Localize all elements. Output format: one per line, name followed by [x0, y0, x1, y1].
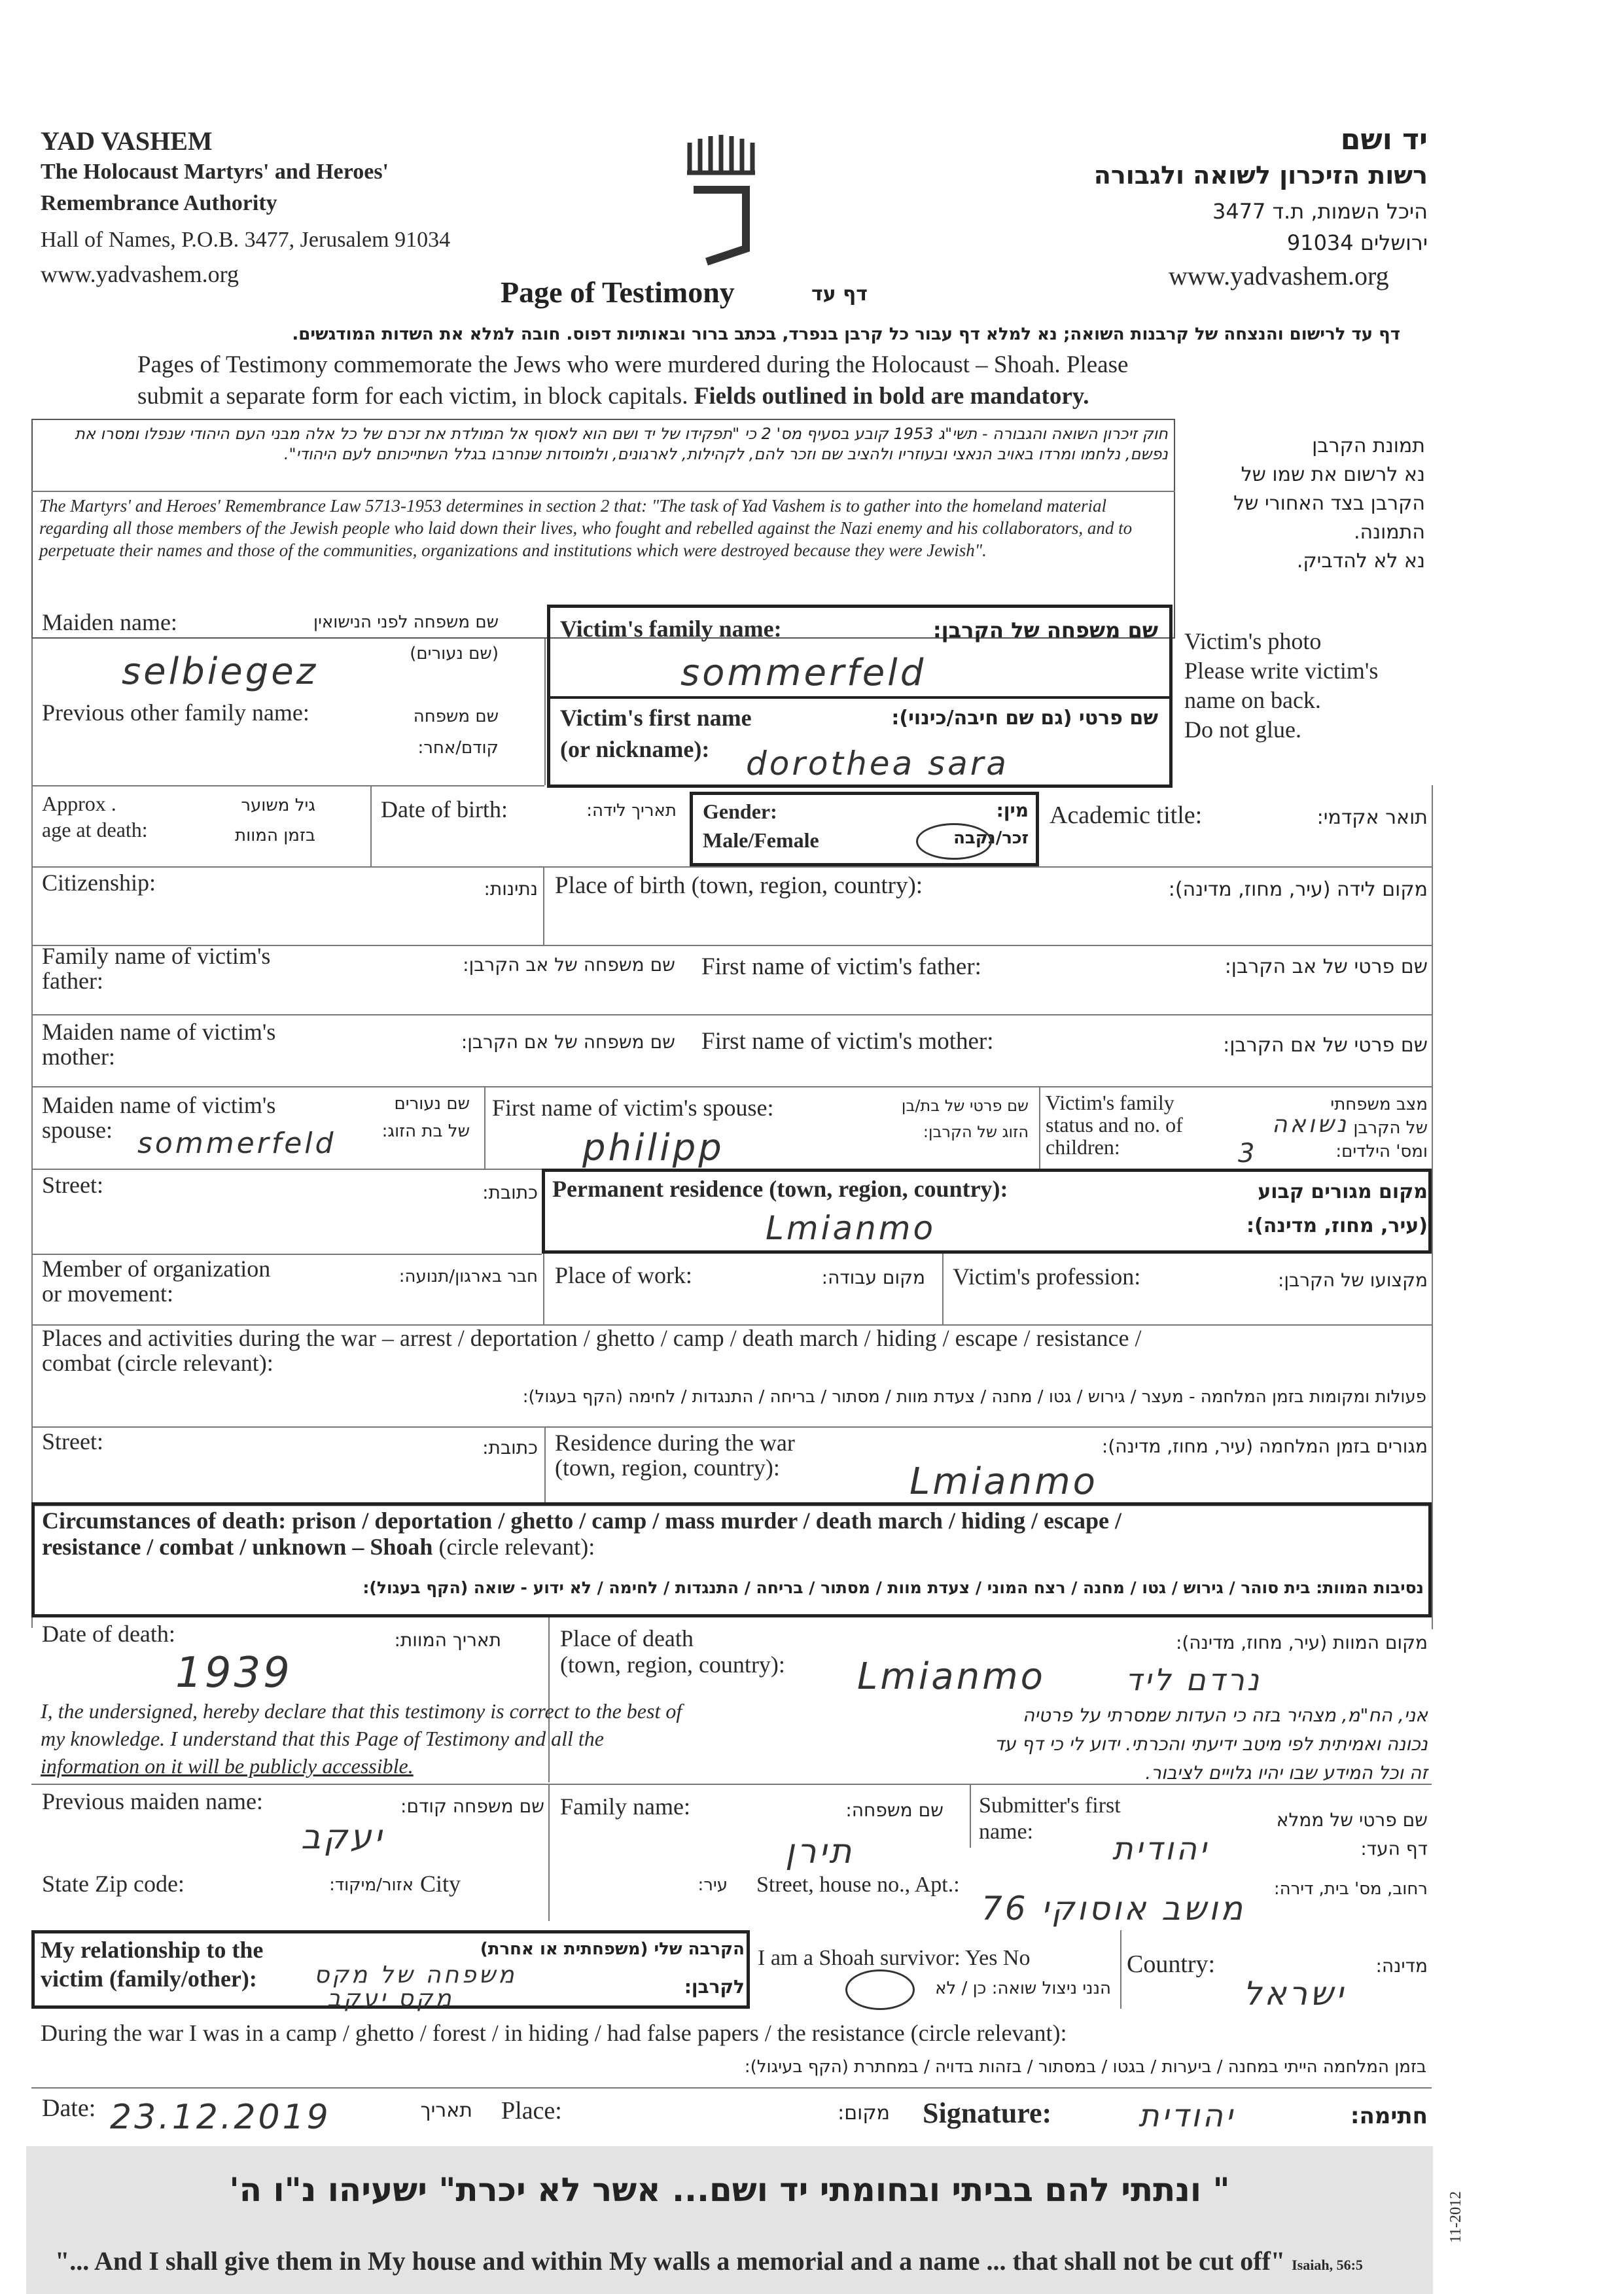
citizenship-label: Citizenship:	[42, 870, 156, 896]
pod-label-he: מקום המוות (עיר, מחוז, מדינה):	[1175, 1632, 1428, 1653]
mother-maiden-label-1: Maiden name of victim's	[42, 1019, 276, 1045]
survivor-circle-no[interactable]	[845, 1969, 915, 2010]
city-label: City	[420, 1871, 461, 1897]
prev-maiden-label: Previous maiden name:	[42, 1788, 263, 1814]
family-status-label-1: Victim's family	[1046, 1091, 1174, 1114]
father-family-label-1: Family name of victim's	[42, 943, 271, 969]
signature-value[interactable]: יהודית	[1139, 2098, 1235, 2134]
submitter-first-label-he-2: דף העד:	[1360, 1838, 1428, 1860]
street-label-he: כתובת:	[482, 1182, 538, 1203]
footer-quote-en-text: "... And I shall give them in My house and within My walls a memorial and a name ... that shall not be cut off"	[55, 2246, 1286, 2276]
during-war-label-he: בזמן המלחמה הייתי במחנה / ביערות / בגטו / במסתור / בזהות בדויה / במחתרת (הקף בעיגול):	[744, 2057, 1426, 2077]
pod-label	[560, 1625, 785, 1678]
prev-maiden-label-he: שם משפחה קודם:	[400, 1795, 544, 1817]
declaration-en-1: I, the undersigned, hereby declare that this testimony is correct to the best of	[41, 1699, 682, 1723]
circumstances-label	[42, 1508, 1121, 1560]
submitter-first-value[interactable]: יהודית	[1112, 1831, 1209, 1867]
declaration-he-1: אני, הח"מ, מצהיר בזה כי העדות שמסרתי על פרטיה	[1023, 1704, 1428, 1726]
website-en: www.yadvashem.org	[41, 261, 239, 287]
spouse-maiden-label-1: Maiden name of victim's	[42, 1092, 276, 1118]
father-family-label-he: שם משפחה של אב הקרבן:	[463, 954, 675, 976]
submitter-first-label	[979, 1793, 1121, 1845]
member-label-2: or movement:	[42, 1280, 173, 1307]
zip-label-he: אזור/מיקוד:	[329, 1875, 414, 1895]
spouse-maiden-label-2: spouse:	[42, 1117, 113, 1143]
family-status-label-he-2: של הקרבן	[1353, 1118, 1428, 1138]
prev-maiden-value[interactable]: יעקב	[301, 1818, 385, 1857]
spouse-maiden-value[interactable]: sommerfeld	[137, 1127, 336, 1160]
circumstances-label-2	[42, 1534, 1121, 1560]
footer-source: Isaiah, 56:5	[1292, 2257, 1363, 2273]
war-places-label	[42, 1326, 1141, 1375]
member-label	[42, 1256, 270, 1306]
during-war-label: During the war I was in a camp / ghetto / forest / in hiding / had false papers / the resistance (circle relevant):	[41, 2020, 1067, 2046]
family-status-label-he-3: ומס' הילדים:	[1335, 1142, 1428, 1161]
first-name-value[interactable]: dorothea sara	[746, 745, 1009, 783]
photo-instructions-he	[1178, 432, 1425, 576]
dod-value[interactable]: 1939	[175, 1649, 292, 1697]
family-name-label: Victim's family name:	[560, 616, 782, 642]
father-family-label-2: father:	[42, 968, 103, 994]
work-label-he: מקום עבודה:	[821, 1267, 925, 1288]
citizenship-label-he: נתינות:	[484, 878, 538, 900]
footer-quote-en	[55, 2246, 1363, 2276]
first-name-label-1: Victim's first name	[560, 705, 752, 731]
relationship-label-2: victim (family/other):	[41, 1966, 257, 1992]
pob-label-he: מקום לידה (עיר, מחוז, מדינה):	[1168, 878, 1428, 901]
place-label-he: מקום:	[838, 2102, 890, 2125]
gender-label-he-2: זכר/נקבה	[953, 828, 1029, 848]
title-en: Page of Testimony	[501, 275, 735, 309]
signature-label-he: חתימה:	[1350, 2103, 1428, 2129]
war-places-label-he: פעולות ומקומות בזמן המלחמה - מעצר / גירוש / גטו / מחנה / צעדת מוות / מסתור / בריחה / התנגדות / לחימה (הקף בעגול):	[522, 1387, 1426, 1407]
pod-label-2: (town, region, country):	[560, 1651, 785, 1678]
submitter-family-value[interactable]: תירן	[785, 1832, 855, 1871]
address-he-1: היכל השמות, ת.ד 3477	[1212, 199, 1428, 224]
war-places-label-1: Places and activities during the war – arrest / deportation / ghetto / camp / death march / hiding / escape / resistance /	[42, 1325, 1142, 1351]
pod-label-1: Place of death	[560, 1625, 694, 1651]
street-label: Street:	[42, 1172, 103, 1198]
photo-en-2: Please write victim's	[1184, 658, 1379, 684]
maiden-name-value[interactable]: selbiegez	[122, 650, 319, 693]
dod-label-he: תאריך המוות:	[394, 1629, 501, 1651]
family-name-value[interactable]: sommerfeld	[680, 652, 927, 694]
authority-en-2: Remembrance Authority	[41, 191, 277, 215]
country-label: Country:	[1127, 1950, 1216, 1978]
work-label: Place of work:	[555, 1262, 692, 1288]
family-status-value[interactable]: נשואה	[1272, 1111, 1349, 1138]
mother-first-label-he: שם פרטי של אם הקרבן:	[1223, 1034, 1428, 1057]
submitter-first-label-2: name:	[979, 1820, 1034, 1844]
relationship-label-1: My relationship to the	[41, 1937, 264, 1963]
intro-en-2-bold: Fields outlined in bold are mandatory.	[694, 383, 1089, 410]
first-name-label-2: (or nickname):	[560, 736, 710, 762]
submitter-first-label-he	[1277, 1806, 1428, 1863]
prev-family-label: Previous other family name:	[42, 699, 309, 726]
war-residence-label-1: Residence during the war	[555, 1430, 795, 1456]
org-name-en: YAD VASHEM	[41, 126, 213, 156]
date-label: Date:	[42, 2094, 96, 2122]
photo-en-3: name on back.	[1184, 687, 1321, 713]
age-label-1: Approx .	[42, 792, 116, 815]
survivor-label: I am a Shoah survivor: Yes No	[758, 1946, 1031, 1970]
country-value[interactable]: ישראל	[1243, 1975, 1346, 2013]
family-status-label	[1046, 1091, 1183, 1158]
maiden-name-label-he-2: (שם נעורים)	[410, 644, 499, 663]
academic-label-he: תואר אקדמי:	[1316, 806, 1428, 829]
member-label-1: Member of organization	[42, 1256, 271, 1282]
children-value[interactable]: 3	[1238, 1138, 1258, 1169]
photo-he-5: נא לא להדביק.	[1296, 550, 1425, 573]
date-label-he: תאריך	[420, 2099, 472, 2122]
residence-label-he-2: (עיר, מחוז, מדינה):	[1246, 1214, 1428, 1237]
declaration-en-3: information on it will be publicly accessible.	[41, 1754, 414, 1778]
gender-label-2: Male/Female	[703, 828, 819, 852]
photo-en-4: Do not glue.	[1184, 716, 1301, 743]
declaration-he-3: זה וכל המידע שבו יהיו גלויים לציבור.	[1145, 1762, 1428, 1784]
yad-vashem-logo	[680, 131, 766, 268]
circumstances-label-2-normal: (circle relevant):	[438, 1534, 595, 1560]
profession-label-he: מקצועו של הקרבן:	[1277, 1269, 1428, 1291]
spouse-first-label: First name of victim's spouse:	[492, 1095, 774, 1121]
age-label-he-1: גיל משוער	[241, 796, 315, 815]
pod-value[interactable]: Lmianmo	[857, 1655, 1046, 1698]
war-residence-label-2: (town, region, country):	[555, 1455, 780, 1481]
age-label-he-2: בזמן המוות	[235, 826, 315, 845]
photo-en-1: Victim's photo	[1184, 628, 1322, 654]
spouse-maiden-label-he-1: שם נעורים	[394, 1094, 470, 1114]
circumstances-label-1: Circumstances of death: prison / deportation / ghetto / camp / mass murder / death march / hiding / escape /	[42, 1508, 1121, 1534]
academic-label: Academic title:	[1050, 802, 1203, 829]
dob-label: Date of birth:	[381, 796, 508, 822]
declaration-he	[995, 1701, 1428, 1788]
spouse-first-label-he-1: שם פרטי של בת/בן	[901, 1097, 1029, 1115]
form-code: 11-2012	[1447, 2191, 1464, 2243]
family-status-label-he-1: מצב משפחתי	[1330, 1095, 1428, 1114]
photo-he-2: נא לרשום את שמו של	[1241, 463, 1425, 486]
age-label-2: age at death:	[42, 818, 148, 841]
mother-maiden-label-he: שם משפחה של אם הקרבן:	[461, 1031, 675, 1053]
family-name-label-he: שם משפחה של הקרבן:	[932, 618, 1158, 643]
relationship-value-2[interactable]: מקס יעקב	[327, 1985, 454, 2012]
prev-family-label-he-2: קודם/אחר:	[417, 738, 499, 758]
address-he-2: ירושלים 91034	[1286, 230, 1428, 255]
photo-he-1: תמונת הקרבן	[1312, 434, 1425, 457]
place-label: Place:	[501, 2097, 562, 2125]
photo-he-4: התמונה.	[1353, 521, 1425, 544]
submitter-street-label: Street, house no., Apt.:	[756, 1873, 960, 1897]
residence-label-he-1: מקום מגורים קבוע	[1258, 1180, 1428, 1203]
mother-first-label: First name of victim's mother:	[701, 1028, 994, 1055]
mother-maiden-label	[42, 1019, 275, 1069]
spouse-first-value[interactable]: philipp	[582, 1127, 724, 1169]
residence-label: Permanent residence (town, region, country):	[552, 1176, 1008, 1202]
declaration-he-2: נכונה ואמיתית לפי מיטב ידיעתי והכרתי. ידוע לי כי דף עד	[994, 1733, 1428, 1755]
spouse-first-label-he-2: הזוג של הקרבן:	[923, 1123, 1029, 1141]
maiden-name-label: Maiden name:	[42, 609, 177, 635]
submitter-street-value[interactable]: מושב אוסוקי 76	[981, 1890, 1246, 1928]
photo-instructions-en	[1184, 627, 1378, 745]
spouse-maiden-label-he-2: של בת הזוג:	[381, 1121, 470, 1141]
relationship-label-he-2: לקרבן:	[684, 1976, 745, 1998]
dob-label-he: תאריך לידה:	[586, 801, 677, 821]
intro-he: דף עד לרישום והנצחה של קרבנות השואה; נא למלא דף עבור כל קרבן בנפרד, בכתב ברור ובאותיות דפוס. חובה למלא את השדות המודגשים.	[292, 325, 1400, 344]
family-status-label-3: children:	[1046, 1135, 1120, 1159]
signature-label: Signature:	[923, 2097, 1052, 2129]
war-street-label: Street:	[42, 1428, 103, 1455]
mother-maiden-label-2: mother:	[42, 1044, 115, 1070]
war-places-label-2: combat (circle relevant):	[42, 1350, 274, 1376]
intro-en-2-text: submit a separate form for each victim, in block capitals.	[137, 383, 688, 410]
law-en: The Martyrs' and Heroes' Remembrance Law 5713-1953 determines in section 2 that: "The task of Yad Vashem is to gather into the homeland material regarding all those members of the Jewish people who laid down their lives, who fought and rebelled against the Nazi enemy and his collaborators, and to perpetuate their names and those of the communities, organizations and institutions which were destroyed because they were Jewish".	[39, 496, 1133, 560]
survivor-label-he: הנני ניצול שואה: כן / לא	[935, 1979, 1111, 1998]
authority-en-1: The Holocaust Martyrs' and Heroes'	[41, 160, 389, 184]
margin-note: נרדם ליד	[1125, 1662, 1262, 1697]
submitter-first-label-he-1: שם פרטי של ממלא	[1276, 1809, 1428, 1831]
war-street-label-he: כתובת:	[482, 1437, 538, 1458]
relationship-value-1[interactable]: משפחה של מקס	[314, 1962, 517, 1988]
address-en: Hall of Names, P.O.B. 3477, Jerusalem 91034	[41, 228, 451, 252]
gender-circle-female[interactable]	[916, 823, 992, 860]
relationship-label	[41, 1935, 263, 1993]
date-value[interactable]: 23.12.2019	[110, 2098, 331, 2137]
pob-label: Place of birth (town, region, country):	[555, 872, 923, 899]
intro-en-1: Pages of Testimony commemorate the Jews who were murdered during the Holocaust – Shoah. Please	[137, 351, 1129, 378]
circumstances-label-2-bold: resistance / combat / unknown – Shoah	[42, 1534, 433, 1560]
gender-label-1: Gender:	[703, 800, 777, 823]
residence-value[interactable]: Lmianmo	[766, 1209, 936, 1247]
intro-en-2	[137, 382, 1089, 410]
org-name-he: יד ושם	[1340, 123, 1428, 156]
first-name-label-he: שם פרטי (גם שם חיבה/כינוי):	[891, 707, 1158, 730]
circumstances-label-he: נסיבות המוות: בית סוהר / גירוש / גטו / מחנה / רצח המוני / צעדת מוות / מסתור / בריחה / התנגדות / לחימה / לא ידוע - שואה (הקף בעגול):	[362, 1578, 1424, 1597]
country-label-he: מדינה:	[1375, 1955, 1428, 1977]
photo-he-3: הקרבן בצד האחורי של	[1233, 492, 1425, 515]
profession-label: Victim's profession:	[953, 1263, 1141, 1290]
submitter-family-label-he: שם משפחה:	[845, 1799, 944, 1821]
submitter-family-label: Family name:	[560, 1793, 690, 1820]
war-residence-label	[555, 1430, 795, 1480]
father-family-label	[42, 944, 270, 993]
prev-family-label-he-1: שם משפחה	[413, 707, 499, 726]
war-residence-label-he: מגורים בזמן המלחמה (עיר, מחוז, מדינה):	[1101, 1436, 1428, 1457]
declaration-en-2: my knowledge. I understand that this Page of Testimony and all the	[41, 1727, 604, 1750]
member-label-he: חבר בארגון/תנועה:	[398, 1267, 538, 1286]
gender-label-he-1: מין:	[996, 800, 1029, 821]
maiden-name-label-he-1: שם משפחה לפני הנישואין	[313, 612, 499, 632]
city-label-he: עיר:	[697, 1875, 728, 1895]
family-status-label-2: status and no. of	[1046, 1113, 1183, 1137]
footer-quote-he: " ונתתי להם בביתי ובחומתי יד ושם... אשר לא יכרת" ישעיהו נ"ו ה'	[229, 2171, 1230, 2209]
website-he: www.yadvashem.org	[1169, 261, 1389, 291]
declaration-en	[41, 1697, 682, 1780]
dod-label: Date of death:	[42, 1621, 175, 1647]
father-first-label-he: שם פרטי של אב הקרבן:	[1224, 955, 1428, 978]
title-he: דף עד	[811, 283, 868, 306]
authority-he: רשות הזיכרון לשואה ולגבורה	[1093, 161, 1428, 190]
submitter-street-label-he: רחוב, מס' בית, דירה:	[1273, 1879, 1428, 1899]
submitter-first-label-1: Submitter's first	[979, 1793, 1121, 1818]
war-residence-value[interactable]: Lmianmo	[909, 1460, 1098, 1503]
relationship-label-he-1: הקרבה שלי (משפחתית או אחרת)	[480, 1939, 745, 1959]
father-first-label: First name of victim's father:	[701, 953, 981, 980]
zip-label: State Zip code:	[42, 1871, 185, 1897]
law-he: חוק זיכרון השואה והגבורה - תשי"ג 1953 קובע בסעיף מס' 2 כי "תפקידו של יד ושם הוא לאסוף אל המולדת את זכרם של כל אלה מבני העם היהודי שנפלו ומסרו את נפשם, נלחמו ומרדו באויב הנאצי ובעוזריו ולהציב שם וזכר להם, לקהילות, לארגונים, ולמוסדות שנחרבו בגלל השתייכותם לעם היהודי".	[75, 425, 1168, 463]
